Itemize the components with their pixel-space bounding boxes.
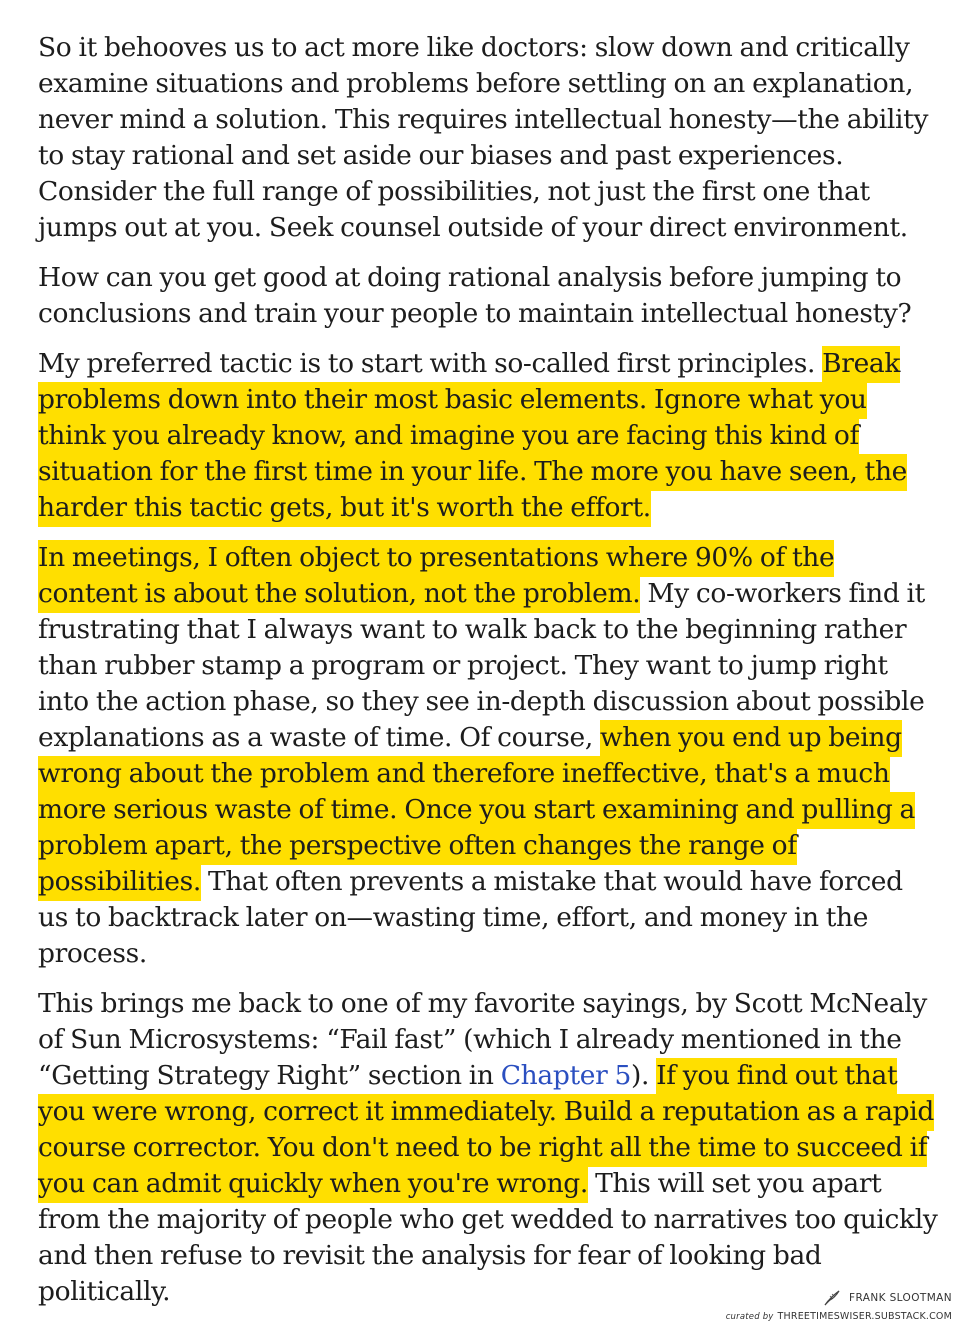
book-page [38,30,938,1324]
paragraph-2-text: How can you get good at doing rational analysis before jumping to conclusions and train your people to maintain intellectual honesty? [38,262,912,329]
attribution-footer [726,1288,952,1322]
highlighted-passage: Break problems down into their most basic elements. Ignore what you think you already know, and imagine you are facing this kind of situation for the first time in your life. The more you have seen, the harder this tactic gets, but it's worth the effort. [38,346,907,527]
curated-by-source: THREETIMESWISER.SUBSTACK.COM [777,1311,952,1322]
author-name: FRANK SLOOTMAN [849,1292,952,1304]
paragraph-3-text: My preferred tactic is to start with so-called first principles. [38,348,823,379]
paragraph-2 [38,260,938,332]
paragraph-5-text: ). [630,1060,657,1091]
paragraph-5 [38,986,938,1310]
paragraph-4-text: My co-workers find it frustrating that I always want to walk back to the beginning rather than rubber stamp a program or project. They want to jump right into the action phase, so they see in-depth discussion about possible explanations as a waste of time. Of course, [38,578,925,753]
paragraph-5-text: This brings me back to one of my favorite sayings, by Scott McNealy of Sun Microsystems: “Fail fast” (which I already mentioned in the “Getting Strategy Right” section in [38,988,928,1091]
paragraph-5-text: This will set you apart from the majority of people who get wedded to narratives too quickly and then refuse to revisit the analysis for fear of looking bad politically. [38,1168,938,1307]
chapter-5-link[interactable]: Chapter 5 [500,1060,631,1091]
paragraph-1 [38,30,938,246]
highlighted-passage: In meetings, I often object to presentations where 90% of the content is about the solution, not the problem. [38,540,834,613]
paragraph-4 [38,540,938,972]
highlighted-passage: when you end up being wrong about the problem and therefore ineffective, that's a much more serious waste of time. Once you start examining and pulling a problem apart, the perspective often changes the range of possibilities. [38,720,915,901]
highlighted-passage: If you find out that you were wrong, correct it immediately. Build a reputation as a rapid course corrector. You don't need to be right all the time to succeed if you can admit quickly when you're wrong. [38,1058,934,1203]
paragraph-3 [38,346,938,526]
curated-by-row [726,1311,952,1322]
feather-quill-icon [823,1290,841,1306]
author-row [726,1288,952,1308]
curated-by-label: curated by [725,1312,774,1322]
paragraph-1-text: So it behooves us to act more like doctors: slow down and critically examine situations and problems before settling on an explanation, never mind a solution. This requires intellectual honesty—the ability to stay rational and set aside our biases and past experiences. Consider the full range of possibilities, not just the first one that jumps out at you. Seek counsel outside of your direct environment. [38,32,929,243]
paragraph-4-text: That often prevents a mistake that would have forced us to backtrack later on—wasting time, effort, and money in the process. [38,866,903,969]
